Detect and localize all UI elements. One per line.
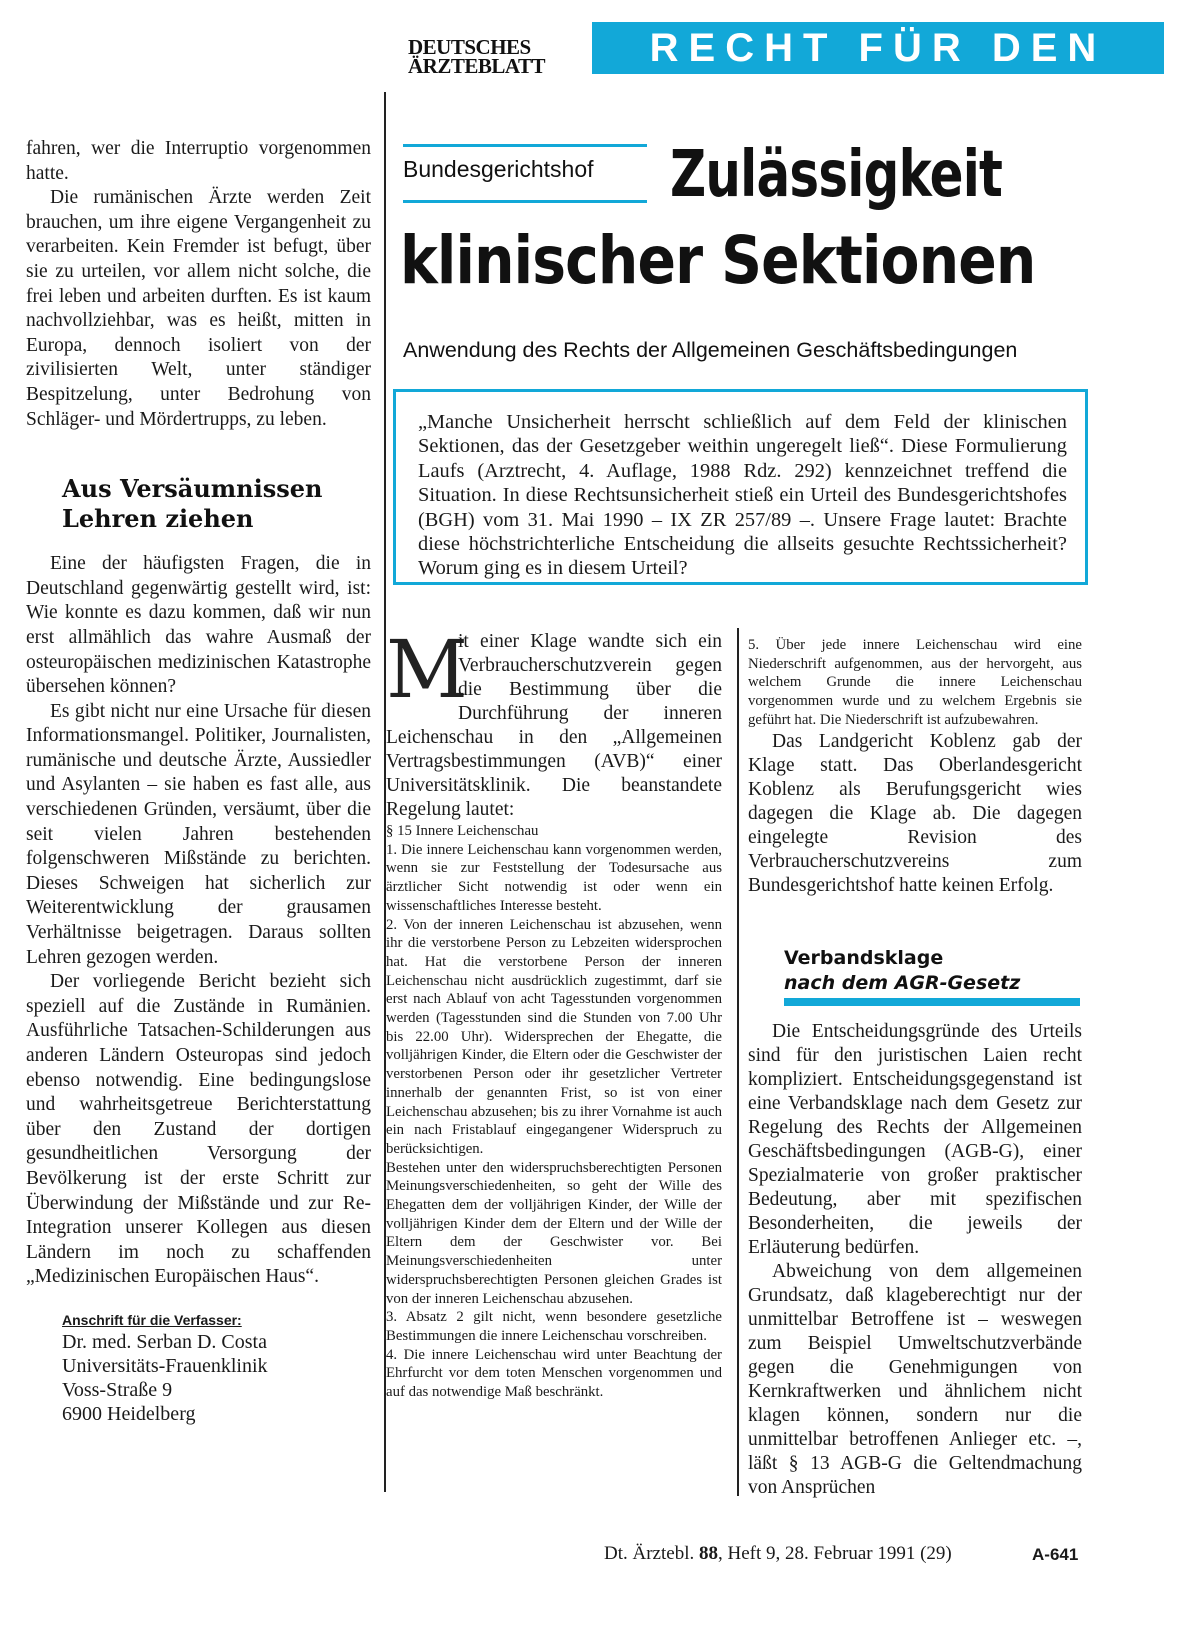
regulation-title: § 15 Innere Leichenschau (386, 823, 539, 839)
intro-paragraph (386, 623, 722, 822)
regulation-item: 4. Die innere Leichenschau wird unter Beachtung der Ehrfurcht vor dem toten Menschen vorgenommen und auf das notwendige Maß beschränkt. (386, 1346, 722, 1401)
journal-logo-line2: ÄRZTEBLATT (408, 54, 545, 78)
journal-logo-line1: DEUTSCHES (408, 35, 531, 59)
regulation-item: 1. Die innere Leichenschau kann vorgenommen werden, wenn sie zur Feststellung der Todesursache aus ärztlicher Sicht notwendig ist oder wenn ein wissenschaftliches Interesse besteht. (386, 841, 722, 914)
teaser-box (393, 389, 1088, 585)
paragraph: Abweichung von dem allgemeinen Grundsatz, daß klageberechtigt nur der unmittelbar Betroffene ist – weswegen zum Beispiel Umweltschutzverbände gegen die Genehmigungen von Kernkraftwerken und ähnlichem nicht klagen können, sondern nur die unmittelbar betroffenen Anlieger etc. –, läßt § 13 AGB-G die Geltendmachung von Ansprüchen (748, 1260, 1082, 1498)
section-heading (784, 946, 1082, 996)
address-institution: Universitäts-Frauenklinik (62, 1354, 268, 1377)
paragraph: fahren, wer die Interruptio vorgenommen hatte. (26, 138, 371, 184)
headline-line2: klinischer Sektionen (400, 222, 1036, 299)
paragraph: Der vorliegende Bericht bezieht sich speziell auf die Zustände in Rumänien. Ausführliche Tatsachen-Schilderungen aus anderen Ländern Osteuropas sind jedoch ebenso notwendig. Eine bedingungslose und wahrheitsgetreue Berichterstattung über den Zustand der dortigen gesundheitlichen Versorgung der Bevölkerung ist der erste Schritt zur Überwindung der Mißstände und zur Re-Integration unserer Kollegen aus diesen Ländern im noch zu schaffenden „Medizinischen Europäischen Haus“. (26, 971, 371, 1288)
citation-footer (604, 1543, 952, 1565)
column-divider (737, 628, 739, 1496)
headline-line1: Zulässigkeit (670, 138, 1003, 212)
volume-number: 88 (698, 1543, 718, 1564)
address-city: 6900 Heidelberg (62, 1402, 196, 1425)
rubric-rule-top (403, 144, 647, 147)
section-heading-line: Aus Versäumnissen (62, 474, 323, 504)
section-heading (62, 474, 371, 534)
right-column (748, 636, 1082, 1500)
paragraph: it einer Klage wandte sich ein Verbraucherschutzverein gegen die Bestimmung über die Durchführung der inneren Leichenschau in den „Allgemeinen Vertragsbestimmungen (AVB)“ einer Universitätsklinik. Die beanstandete Regelung lautet: (386, 631, 722, 820)
rubric-rule-bottom (403, 200, 647, 203)
rubric: Bundesgerichtshof (403, 156, 594, 182)
regulation-item: Bestehen unter den widerspruchsberechtigten Personen Meinungsverschiedenheiten, so geht der Wille des Ehegatten dem der volljährigen Kinder, der Wille der volljährigen Kinder dem der Eltern und der Wille der Eltern dem der Geschwister vor. Bei Meinungsverschiedenheiten unter widerspruchsberechtigten Personen gleichen Grades ist von der inneren Leichenschau abzusehen. (386, 1159, 722, 1307)
middle-column (386, 623, 722, 1402)
article-subtitle: Anwendung des Rechts der Allgemeinen Geschäftsbedingungen (403, 338, 1018, 362)
regulation-item: 2. Von der inneren Leichenschau ist abzusehen, wenn ihr die verstorbene Person zu Lebzeiten widersprochen hat. Hat die verstorbene Person der inneren Leichenschau nicht ausdrücklich zugestimmt, darf sie erst nach Ablauf von acht Tagesstunden vorgenommen werden (Tagesstunden sind die Stunden von 7.00 Uhr bis 22.00 Uhr). Widersprechen der Ehegatte, die volljährigen Kinder, die Eltern oder die Geschwister der verstorbenen Person oder ihr gesetzlicher Vertreter innerhalb der genannten Frist, so ist von einer Leichenschau abzusehen; bis zu ihrer Vornahme ist auch ein nach Fristablauf eingegangener Widerspruch zu berücksichtigen. (386, 916, 722, 1157)
regulation-item: 5. Über jede innere Leichenschau wird eine Niederschrift aufgenommen, aus der hervorgeht, aus welchem Grunde die innere Leichenschau vorgenommen wurde und zu welchem Ergebnis sie geführt hat. Die Niederschrift ist aufzubewahren. (748, 637, 1082, 728)
regulation-item: 3. Absatz 2 gilt nicht, wenn besondere gesetzliche Bestimmungen die innere Leichenschau vorschreiben. (386, 1309, 722, 1344)
section-heading-line: Verbandsklage (784, 946, 944, 969)
left-column (26, 137, 371, 1426)
address-street: Voss-Straße 9 (62, 1378, 173, 1401)
teaser-text: „Manche Unsicherheit herrscht schließlich auf dem Feld der klinischen Sektionen, das der Gesetzgeber weithin ungeregelt ließ“. Diese Formulierung Laufs (Arztrecht, 4. Auflage, 1988 Rdz. 292) kennzeichnet treffend die Situation. In diese Rechtsunsicherheit stieß ein Urteil des Bundesgerichtshofes (BGH) vom 31. Mai 1990 – IX ZR 257/89 –. Unsere Frage lautet: Brachte diese höchstrichterliche Entscheidung die allseits gesuchte Rechtssicherheit? Worum ging es in diesem Urteil? (418, 411, 1067, 580)
heading-accent-bar (784, 998, 1080, 1006)
author-address (62, 1310, 371, 1426)
issue-info: , Heft 9, 28. Februar 1991 (29) (717, 1543, 952, 1564)
section-heading-line: nach dem AGR-Gesetz (784, 971, 1021, 994)
section-banner: RECHT FÜR DEN ARZT (592, 22, 1164, 74)
section-heading-line: Lehren ziehen (62, 504, 254, 534)
paragraph: Das Landgericht Koblenz gab der Klage statt. Das Oberlandesgericht Koblenz als Berufungsgericht wies dagegen die Klage ab. Die dagegen eingelegte Revision des Verbraucherschutzvereins zum Bundesgerichtshof hatte keinen Erfolg. (748, 730, 1082, 896)
paragraph: Eine der häufigsten Fragen, die in Deutschland gegenwärtig gestellt wird, ist: Wie konnte es dazu kommen, daß wir nun erst allmählich das wahre Ausmaß der osteuropäischen medizinischen Katastrophe übersehen können? (26, 553, 371, 698)
address-name: Dr. med. Serban D. Costa (62, 1330, 267, 1353)
page-number: A-641 (1032, 1545, 1079, 1564)
paragraph: Es gibt nicht nur eine Ursache für diesen Informationsmangel. Politiker, Journalisten, rumänische und deutsche Ärzte, Aussiedler und Asylanten – sie haben es fast alle, aus verschiedenen Gründen, versäumt, über die seit vielen Jahren bestehenden folgenschweren Mißstände zu berichten. Dieses Schweigen hat sicherlich zur Weiterentwicklung der grausamen Verhältnisse beigetragen. Daraus sollten Lehren gezogen werden. (26, 700, 371, 968)
drop-cap: M (386, 623, 468, 716)
journal-logo (408, 35, 578, 78)
address-label: Anschrift für die Verfasser: (62, 1311, 242, 1328)
journal-abbrev: Dt. Ärztebl. (604, 1543, 695, 1564)
paragraph: Die rumänischen Ärzte werden Zeit brauchen, um ihre eigene Vergangenheit zu verarbeiten. Kein Fremder ist befugt, über sie zu urteilen, vor allem nicht solche, die frei leben und arbeiten durften. Es ist kaum nachvollziehbar, was es heißt, mitten in Europa, dennoch isoliert von der zivilisierten Welt, unter ständiger Bespitzelung, unter Bedrohung von Schläger- und Mördertrupps, zu leben. (26, 187, 371, 430)
paragraph: Die Entscheidungsgründe des Urteils sind für den juristischen Laien recht kompliziert. Entscheidungsgegenstand ist eine Verbandsklage nach dem Gesetz zur Regelung des Rechts der Allgemeinen Geschäftsbedingungen (AGB-G), einer Spezialmaterie von großer praktischer Bedeutung, aber mit spezifischen Besonderheiten, die jeweils der Erläuterung bedürfen. (748, 1020, 1082, 1258)
